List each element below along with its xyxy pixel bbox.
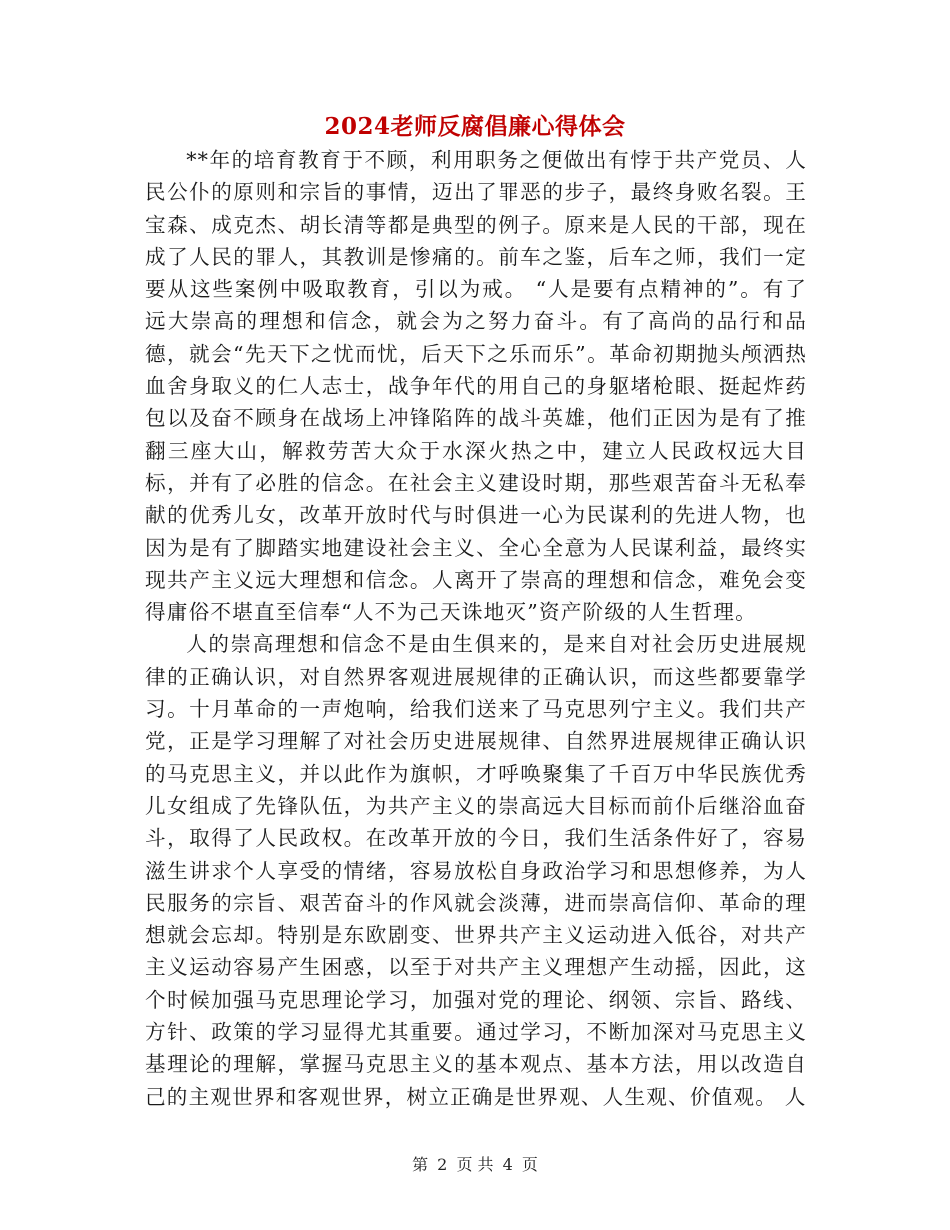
paragraph-1: **年的培育教育于不顾，利用职务之便做出有悖于共产党员、人民公仆的原则和宗旨的事情，迈出了罪恶的步子，最终身败名裂。王宝森、成克杰、胡长清等都是典型的例子。原来是人民的干部，现在成了人民的罪人，其教训是惨痛的。前车之鉴，后车之师，我们一定要从这些案例中吸取教育，引以为戒。 “人是要有点精神的”。有了远大崇高的理想和信念，就会为之努力奋斗。有了高尚的品行和品德，就会“先天下之忧而忧，后天下之乐而乐”。革命初期抛头颅洒热血舍身取义的仁人志士，战争年代的用自己的身躯堵枪眼、挺起炸药包以及奋不顾身在战场上冲锋陷阵的战斗英雄，他们正因为是有了推翻三座大山，解救劳苦大众于水深火热之中，建立人民政权远大目标，并有了必胜的信念。在社会主义建设时期，那些艰苦奋斗无私奉献的优秀儿女，改革开放时代与时俱进一心为民谋利的先进人物，也因为是有了脚踏实地建设社会主义、全心全意为人民谋利益，最终实现共产主义远大理想和信念。人离开了崇高的理想和信念，难免会变得庸俗不堪直至信奉“人不为己天诛地灭”资产阶级的人生哲理。 bbox=[145, 148, 807, 625]
page-label-prefix: 第 bbox=[412, 1155, 429, 1174]
page-footer bbox=[0, 1154, 950, 1176]
paragraph-2: 人的崇高理想和信念不是由生俱来的，是来自对社会历史进展规律的正确认识，对自然界客观进展规律的正确认识，而这些都要靠学习。十月革命的一声炮响，给我们送来了马克思列宁主义。我们共产党，正是学习理解了对社会历史进展规律、自然界进展规律正确认识的马克思主义，并以此作为旗帜，才呼唤聚集了千百万中华民族优秀儿女组成了先锋队伍，为共产主义的崇高远大目标而前仆后继浴血奋斗，取得了人民政权。在改革开放的今日，我们生活条件好了，容易滋生讲求个人享受的情绪，容易放松自身政治学习和思想修养，为人民服务的宗旨、艰苦奋斗的作风就会淡薄，进而崇高信仰、革命的理想就会忘却。特别是东欧剧变、世界共产主义运动进入低谷，对共产主义运动容易产生困惑，以至于对共产主义理想产生动摇，因此，这个时候加强马克思理论学习，加强对党的理论、纲领、宗旨、路线、方针、政策的学习显得尤其重要。通过学习，不断加深对马克思主义基理论的理解，掌握马克思主义的基本观点、基本方法，用以改造自己的主观世界和客观世界，树立正确是世界观、人生观、价值观。 人 bbox=[145, 632, 807, 1109]
current-page-number: 2 bbox=[437, 1155, 448, 1174]
page-label-suffix: 页 bbox=[521, 1155, 538, 1174]
total-pages-number: 4 bbox=[502, 1155, 513, 1174]
document-body bbox=[145, 144, 807, 1113]
document-title: 2024老师反腐倡廉心得体会 bbox=[324, 113, 626, 140]
page-label-mid: 页 共 bbox=[456, 1155, 494, 1174]
